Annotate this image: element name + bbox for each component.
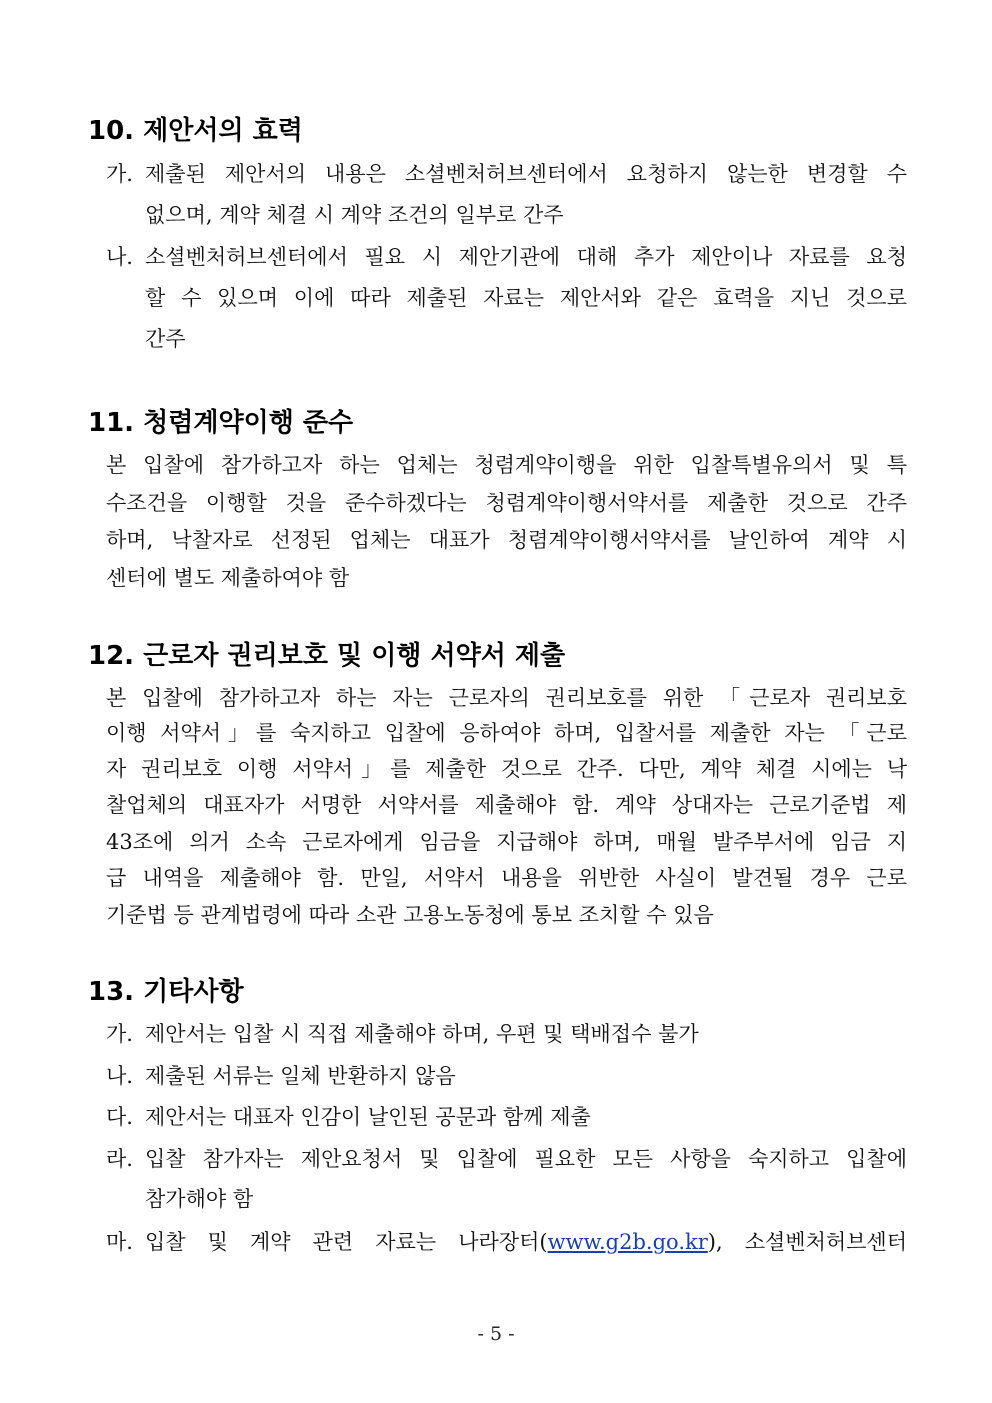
text-line: 본 입찰에 참가하고자 하는 업체는 청렴계약이행을 위한 입찰특별유의서 및 특 [106, 453, 907, 477]
text-line: 43조에 의거 소속 근로자에게 임금을 지급해야 하며, 매월 발주부서에 임금 지 [106, 830, 907, 854]
text-line: 제출된 서류는 일체 반환하지 않음 [145, 1064, 456, 1088]
text-line: 소셜벤처허브센터에서 필요 시 제안기관에 대해 추가 제안이나 자료를 요청 [145, 245, 907, 269]
text-line: 수조건을 이행할 것을 준수하겠다는 청렴계약이행서약서를 제출한 것으로 간주 [106, 491, 907, 515]
text-line: 본 입찰에 참가하고자 하는 자는 근로자의 권리보호를 위한 「근로자 권리보호 [106, 686, 907, 710]
text-line: 할 수 있으며 이에 따라 제출된 자료는 제안서와 같은 효력을 지닌 것으로 [145, 286, 907, 310]
text-line: 간주 [145, 327, 186, 351]
page-number: - 5 - [477, 1323, 515, 1345]
item-marker: 나. [106, 1064, 133, 1088]
text-line: 제안서는 대표자 인감이 날인된 공문과 함께 제출 [145, 1105, 591, 1129]
text-fragment: 입찰 및 계약 관련 자료는 나라장터( [145, 1230, 548, 1254]
text-fragment: ), 소셜벤처허브센터 [707, 1230, 907, 1254]
item-marker: 나. [106, 245, 133, 269]
section-10-title: 10. 제안서의 효력 [88, 116, 303, 146]
text-line: 없으며, 계약 체결 시 계약 조건의 일부로 간주 [145, 203, 564, 227]
item-marker: 가. [106, 1022, 133, 1046]
section-11-title: 11. 청렴계약이행 준수 [88, 408, 354, 438]
text-line: 제출된 제안서의 내용은 소셜벤처허브센터에서 요청하지 않는한 변경할 수 [145, 162, 907, 186]
text-line: 이행 서약서」를 숙지하고 입찰에 응하여야 하며, 입찰서를 제출한 자는 「근로 [106, 721, 907, 745]
text-line: 센터에 별도 제출하여야 함 [106, 566, 350, 590]
text-line: 자 권리보호 이행 서약서」를 제출한 것으로 간주. 다만, 계약 체결 시에는 낙 [106, 757, 907, 781]
text-line: 참가해야 함 [145, 1187, 254, 1211]
text-line: 급 내역을 제출해야 함. 만일, 서약서 내용을 위반한 사실이 발견될 경우 근로 [106, 866, 907, 890]
text-line: 제안서는 입찰 시 직접 제출해야 하며, 우편 및 택배접수 불가 [145, 1022, 699, 1046]
text-line-with-link [145, 1228, 907, 1256]
section-12-title: 12. 근로자 권리보호 및 이행 서약서 제출 [88, 641, 566, 671]
g2b-link[interactable]: www.g2b.go.kr [547, 1230, 708, 1254]
item-marker: 가. [106, 162, 133, 186]
text-line: 찰업체의 대표자가 서명한 서약서를 제출해야 함. 계약 상대자는 근로기준법 제 [106, 793, 907, 817]
section-13-title: 13. 기타사항 [88, 977, 244, 1007]
text-line: 하며, 낙찰자로 선정된 업체는 대표가 청렴계약이행서약서를 날인하여 계약 시 [106, 528, 907, 552]
text-line: 기준법 등 관계법령에 따라 소관 고용노동청에 통보 조치할 수 있음 [106, 903, 714, 927]
item-marker: 마. [106, 1230, 133, 1254]
item-marker: 라. [106, 1147, 133, 1171]
item-marker: 다. [106, 1105, 133, 1129]
text-line: 입찰 참가자는 제안요청서 및 입찰에 필요한 모든 사항을 숙지하고 입찰에 [145, 1147, 907, 1171]
